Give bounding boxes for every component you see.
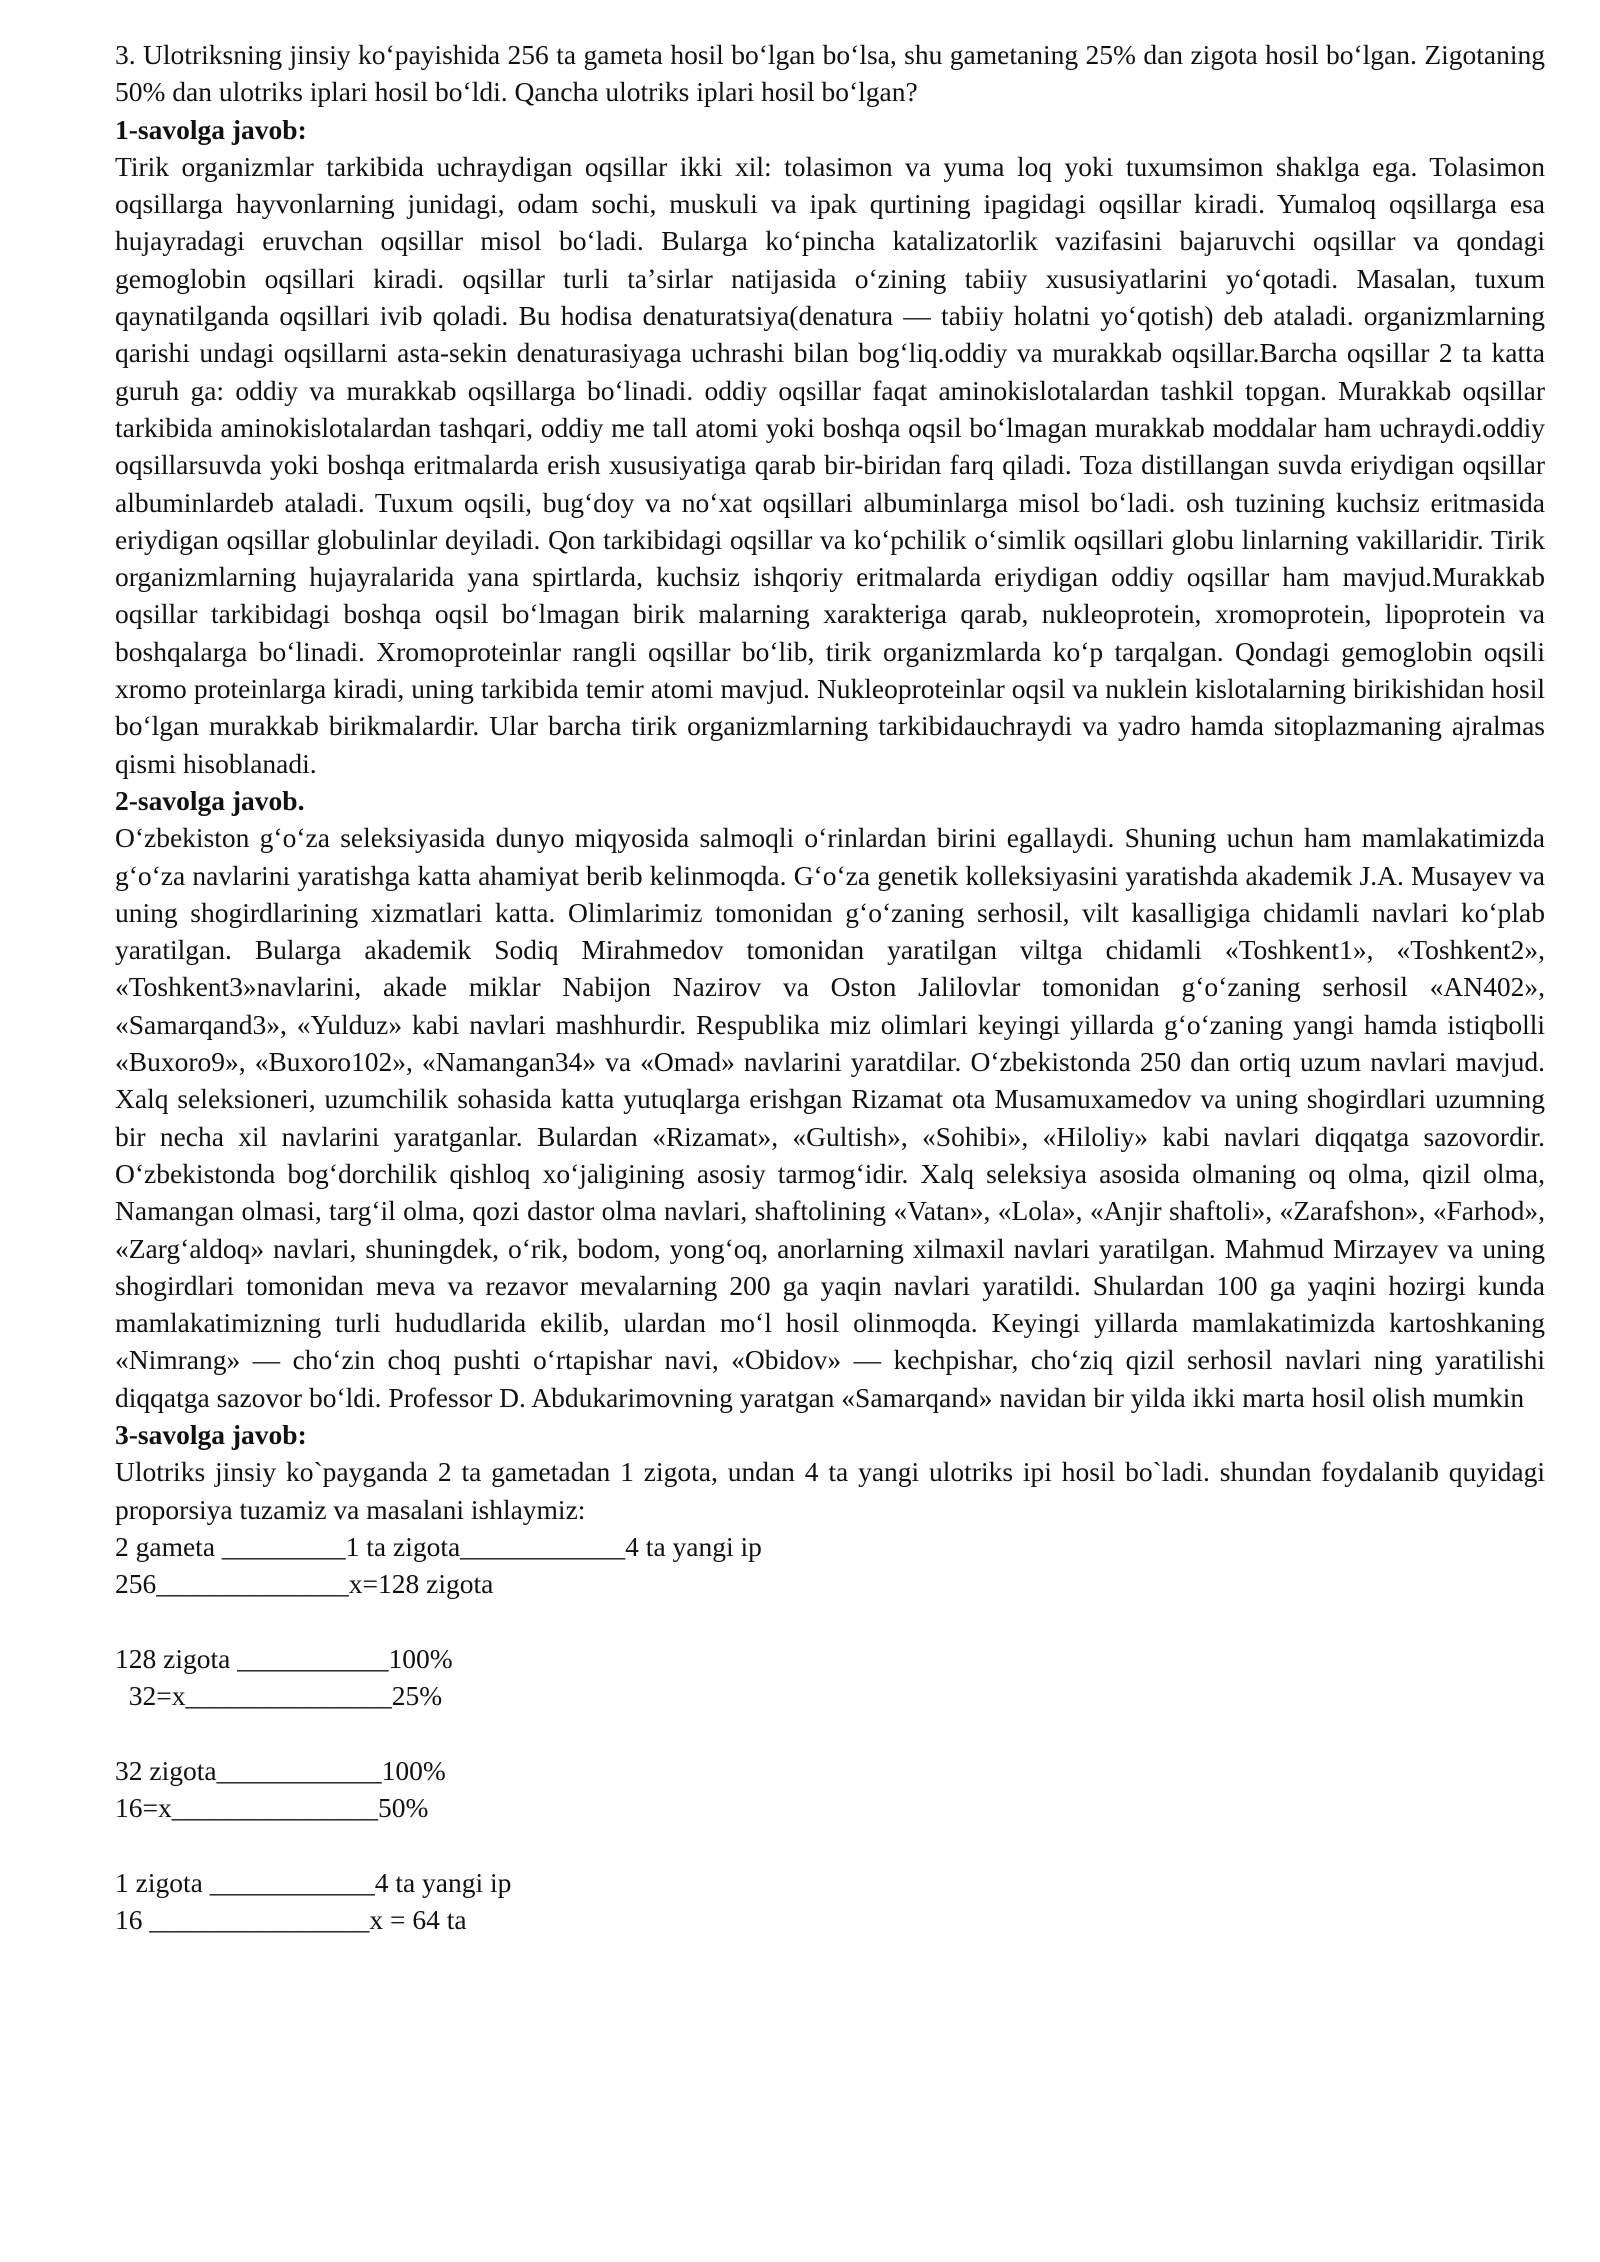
proportion-line: 128 zigota ___________100% [115, 1642, 453, 1674]
proportion-line: 32=x_______________25% [115, 1680, 443, 1712]
proportion-line: 256______________x=128 zigota [115, 1568, 494, 1600]
answer-1-text: Tirik organizmlar tarkibida uchraydigan oqsillar ikki xil: tolasimon va yuma loq yoki tuxumsimon shaklga ega. Tolasimon oqsillarga hayvonlarning junidagi, odam sochi, muskuli va ipak qurtining ipagidagi oqsillar kiradi. Yumaloq oqsillarga esa hujayradagi eruvchan oqsillar misol boʻladi. Bularga koʻpincha katalizatorlik vazifasini bajaruvchi oqsillar va qondagi gemoglobin oqsillari kiradi. oqsillar turli taʼsirlar natijasida oʻzining tabiiy xususiyatlarini yoʻqotadi. Masalan, tuxum qaynatilganda oqsillari ivib qoladi. Bu hodisa denaturatsiya(denatura — tabiiy holatni yoʻqotish) deb ataladi. organizmlarning qarishi undagi oqsillarni asta-sekin denaturasiyaga uchrashi bilan bogʻliq.oddiy va murakkab oqsillar.Barcha oqsillar 2 ta katta guruh ga: oddiy va murakkab oqsillarga boʻlinadi. oddiy oqsillar faqat aminokislotalardan tashkil topgan. Murakkab oqsillar tarkibida aminokislotalardan tashqari, oddiy me tall atomi yoki boshqa oqsil boʻlmagan murakkab moddalar ham uchraydi.oddiy oqsillarsuvda yoki boshqa eritmalarda erish xususiyatiga qarab bir-biridan farq qiladi. Toza distillangan suvda eriydigan oqsillar albuminlardeb ataladi. Tuxum oqsili, bugʻdoy va noʻxat oqsillari albuminlarga misol boʻladi. osh tuzining kuchsiz eritmasida eriydigan oqsillar globulinlar deyiladi. Qon tarkibidagi oqsillar va koʻpchilik oʻsimlik oqsillari globu linlarning vakillaridir. Tirik organizmlarning hujayralarida yana spirtlarda, kuchsiz ishqoriy eritmalarda eriydigan oddiy oqsillar ham mavjud.Murakkab oqsillar tarkibidagi boshqa oqsil boʻlmagan birik malarning xarakteriga qarab, nukleoprotein, xromoprotein, lipoprotein va boshqalarga boʻlinadi. Xromoproteinlar rangli oqsillar boʻlib, tirik organizmlarda koʻp tarqalgan. Qondagi gemoglobin oqsili xromo proteinlarga kiradi, uning tarkibida temir atomi mavjud. Nukleoproteinlar oqsil va nuklein kislotalarning birikishidan hosil boʻlgan murakkab birikmalardir. Ular barcha tirik organizmlarning tarkibidauchraydi va yadro hamda sitoplazmaning ajralmas qismi hisoblanadi. [115, 150, 1545, 779]
proportion-line: 16 ________________x = 64 ta [115, 1903, 467, 1935]
spacer [115, 1714, 1545, 1751]
answer-2-heading: 2-savolga javob. [115, 784, 305, 816]
answer-3-heading: 3-savolga javob: [115, 1418, 307, 1450]
proportion-line: 1 zigota ____________4 ta yangi ip [115, 1866, 512, 1898]
proportion-line: 32 zigota____________100% [115, 1754, 446, 1786]
spacer [115, 1602, 1545, 1639]
proportion-line: 16=x_______________50% [115, 1791, 429, 1823]
proportion-line: 2 gameta _________1 ta zigota____________4 ta yangi ip [115, 1530, 762, 1562]
question-3-text: 3. Ulotriksning jinsiy koʻpayishida 256 ta gameta hosil boʻlgan boʻlsa, shu gametaning 25% dan zigota hosil boʻlgan. Zigotaning 50% dan ulotriks iplari hosil boʻldi. Qancha ulotriks iplari hosil boʻlgan? [115, 39, 1545, 108]
answer-3-text: Ulotriks jinsiy ko`payganda 2 ta gametadan 1 zigota, undan 4 ta yangi ulotriks ipi hosil bo`ladi. shundan foydalanib quyidagi proporsiya tuzamiz va masalani ishlaymiz: [115, 1456, 1545, 1525]
answer-1-heading: 1-savolga javob: [115, 113, 307, 145]
document-page [115, 36, 1545, 1938]
spacer [115, 1826, 1545, 1863]
answer-2-text: Oʻzbekiston gʻoʻza seleksiyasida dunyo miqyosida salmoqli oʻrinlardan birini egallaydi. Shuning uchun ham mamlakatimizda gʻoʻza navlarini yaratishga katta ahamiyat berib kelinmoqda. Gʻoʻza genetik kolleksiyasini yaratishda akademik J.A. Musayev va uning shogirdlarining xizmatlari katta. Olimlarimiz tomonidan gʻoʻzaning serhosil, vilt kasalligiga chidamli navlari koʻplab yaratilgan. Bularga akademik Sodiq Mirahmedov tomonidan yaratilgan viltga chidamli «Toshkent1», «Toshkent2», «Toshkent3»navlarini, akade miklar Nabijon Nazirov va Oston Jalilovlar tomonidan gʻoʻzaning serhosil «AN402», «Samarqand3», «Yulduz» kabi navlari mashhurdir. Respublika miz olimlari keyingi yillarda gʻoʻzaning yangi hamda istiqbolli «Buxoro9», «Buxoro102», «Namangan34» va «Omad» navlarini yaratdilar. Oʻzbekistonda 250 dan ortiq uzum navlari mavjud. Xalq seleksioneri, uzumchilik sohasida katta yutuqlarga erishgan Rizamat ota Musamuxamedov va uning shogirdlari uzumning bir necha xil navlarini yaratganlar. Bulardan «Rizamat», «Gultish», «Sohibi», «Hiloliy» kabi navlari diqqatga sazovordir. Oʻzbekistonda bogʻdorchilik qishloq xoʻjaligining asosiy tarmogʻidir. Xalq seleksiya asosida olmaning oq olma, qizil olma, Namangan olmasi, targʻil olma, qozi dastor olma navlari, shaftolining «Vatan», «Lola», «Anjir shaftoli», «Zarafshon», «Farhod», «Zargʻaldoq» navlari, shuningdek, oʻrik, bodom, yongʻoq, anorlarning xilmaxil navlari yaratilgan. Mahmud Mirzayev va uning shogirdlari tomonidan meva va rezavor mevalarning 200 ga yaqin navlari yaratildi. Shulardan 100 ga yaqini hozirgi kunda mamlakatimizning turli hududlarida ekilib, ulardan moʻl hosil olinmoqda. Keyingi yillarda mamlakatimizda kartoshkaning «Nimrang» — choʻzin choq pushti oʻrtapishar navi, «Obidov» — kechpishar, choʻziq qizil serhosil navlari ning yaratilishi diqqatga sazovor boʻldi. Professor D. Abdukarimovning yaratgan «Samarqand» navidan bir yilda ikki marta hosil olish mumkin [115, 822, 1545, 1413]
